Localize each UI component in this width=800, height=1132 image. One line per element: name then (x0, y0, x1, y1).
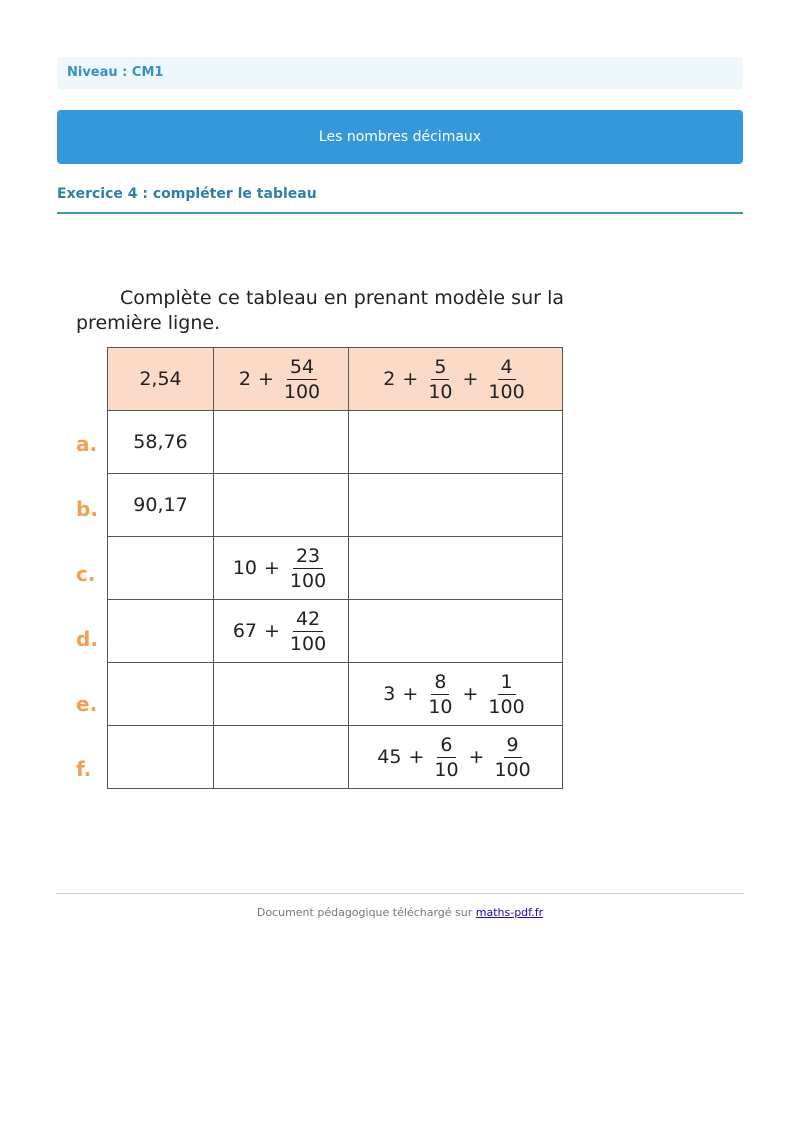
plus-sign: + (462, 683, 479, 705)
exercise-instructions: Complète ce tableau en prenant modèle sur la première ligne. (76, 287, 564, 334)
plus-sign: + (264, 620, 280, 642)
cell-split-empty (349, 600, 563, 663)
plus-sign: + (402, 683, 419, 705)
cell-split (349, 726, 563, 789)
fraction (281, 356, 323, 403)
decimal-value: 58,76 (133, 431, 188, 453)
whole-part: 2 (238, 368, 251, 390)
split-expression (377, 734, 533, 781)
tenths-fraction (431, 734, 461, 781)
split-expression (383, 356, 527, 403)
cell-decimal-empty (108, 663, 214, 726)
cell-split-empty (349, 411, 563, 474)
numerator: 5 (431, 356, 449, 380)
denominator: 100 (289, 569, 327, 592)
whole-part: 67 (232, 620, 257, 642)
decimal-value: 90,17 (133, 494, 188, 516)
whole-part: 3 (383, 683, 396, 705)
cell-split (349, 348, 563, 411)
table-row-c (108, 537, 563, 600)
cell-mixed (214, 537, 349, 600)
title-banner (57, 110, 743, 164)
numerator: 1 (498, 671, 516, 695)
cell-decimal-empty (108, 600, 214, 663)
whole-part: 2 (383, 368, 396, 390)
cell-decimal (108, 411, 214, 474)
cell-decimal-empty (108, 726, 214, 789)
tenths-fraction (425, 356, 455, 403)
denominator: 100 (488, 380, 525, 403)
cell-mixed (214, 600, 349, 663)
exercise-divider (57, 212, 743, 214)
denominator: 10 (434, 758, 459, 781)
cell-mixed-empty (214, 411, 349, 474)
row-label-c: c. (76, 562, 96, 586)
denominator: 100 (494, 758, 531, 781)
row-label-a: a. (76, 432, 98, 456)
hundredths-fraction (485, 356, 527, 403)
mixed-expression (239, 356, 323, 403)
plus-sign: + (257, 368, 274, 390)
row-label-f: f. (76, 757, 92, 781)
denominator: 100 (488, 695, 525, 718)
plus-sign: + (462, 368, 479, 390)
denominator: 10 (428, 380, 453, 403)
numerator: 23 (293, 545, 323, 569)
footer-link[interactable]: maths-pdf.fr (475, 906, 544, 919)
cell-decimal (108, 348, 214, 411)
denominator: 100 (283, 380, 321, 403)
level-banner (57, 57, 743, 89)
numerator: 4 (498, 356, 516, 380)
plus-sign: + (402, 368, 419, 390)
numerator: 54 (287, 356, 317, 380)
table-row-f (108, 726, 563, 789)
whole-part: 10 (232, 557, 257, 579)
page-title: Les nombres décimaux (318, 129, 482, 145)
table-row-b (108, 474, 563, 537)
fraction (287, 545, 329, 592)
mixed-expression (233, 608, 329, 655)
table-row-e (108, 663, 563, 726)
row-label-d: d. (76, 627, 98, 651)
cell-mixed-empty (214, 726, 349, 789)
plus-sign: + (468, 746, 485, 768)
cell-mixed (214, 348, 349, 411)
tenths-fraction (425, 671, 455, 718)
cell-split (349, 663, 563, 726)
footer-divider (57, 893, 743, 894)
numerator: 42 (293, 608, 323, 632)
row-label-e: e. (76, 692, 98, 716)
split-expression (383, 671, 527, 718)
decimal-table (107, 347, 563, 789)
cell-decimal (108, 474, 214, 537)
cell-decimal-empty (108, 537, 214, 600)
decimal-value: 2,54 (139, 368, 182, 390)
hundredths-fraction (485, 671, 527, 718)
table-row-a (108, 411, 563, 474)
plus-sign: + (408, 746, 425, 768)
cell-mixed-empty (214, 474, 349, 537)
whole-part: 45 (377, 746, 402, 768)
footer-text: Document pédagogique téléchargé sur (256, 906, 476, 919)
exercise-title: Exercice 4 : compléter le tableau (57, 186, 317, 202)
mixed-expression (233, 545, 329, 592)
footer (57, 906, 743, 919)
plus-sign: + (264, 557, 280, 579)
row-label-b: b. (76, 497, 98, 521)
table-row-model (108, 348, 563, 411)
table-row-d (108, 600, 563, 663)
denominator: 10 (428, 695, 453, 718)
numerator: 6 (437, 734, 455, 758)
cell-mixed-empty (214, 663, 349, 726)
numerator: 9 (504, 734, 522, 758)
cell-split-empty (349, 537, 563, 600)
hundredths-fraction (491, 734, 533, 781)
level-text: Niveau : CM1 (67, 65, 164, 80)
denominator: 100 (289, 632, 327, 655)
cell-split-empty (349, 474, 563, 537)
fraction (287, 608, 329, 655)
numerator: 8 (431, 671, 449, 695)
